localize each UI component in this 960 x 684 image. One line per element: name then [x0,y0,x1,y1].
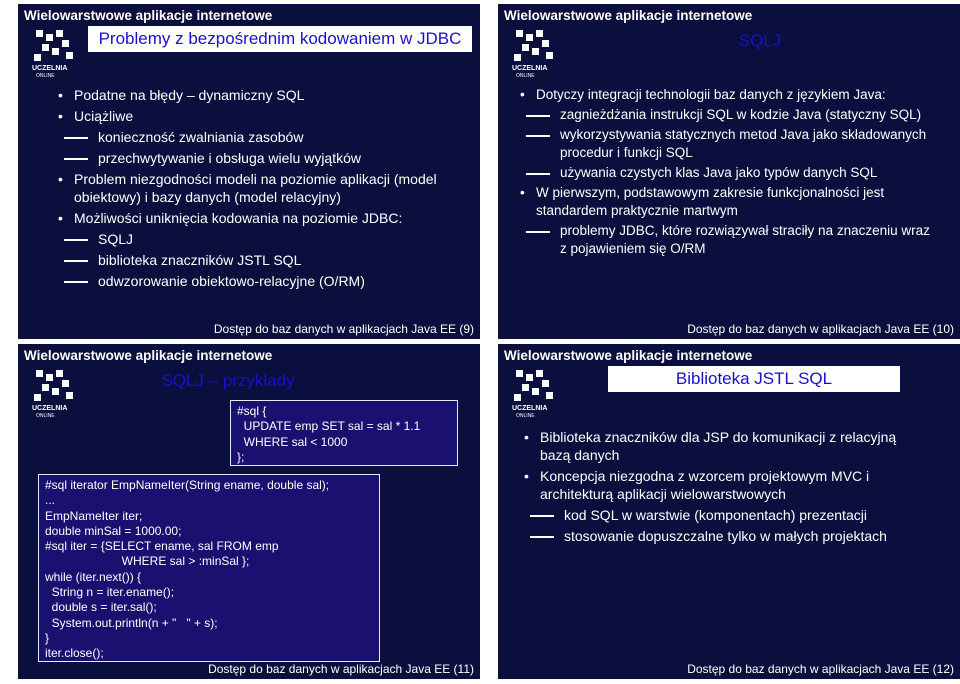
slide-footer: Dostęp do baz danych w aplikacjach Java EE (12) [687,662,954,676]
slide-title: Problemy z bezpośrednim kodowaniem w JDBC [88,26,472,52]
list-item: • Dotyczy integracji technologii baz danych z językiem Java: [518,86,938,104]
list-item: • W pierwszym, podstawowym zakresie funkcjonalności jest standardem praktycznie martwym [518,184,938,220]
slide-header: Wielowarstwowe aplikacje internetowe [24,348,273,363]
code-block-iterator: #sql iterator EmpNameIter(String ename, double sal); ... EmpNameIter iter; double minSal = 1000.00; #sql iter = {SELECT ename, sal FROM emp WHERE sal > :minSal }; while (iter.next()) { String n = iter.ename(); double s = iter.sal(); System.out.println(n + " " + s); } iter.close(); [38,474,380,662]
slide-footer: Dostęp do baz danych w aplikacjach Java EE (9) [213,322,474,336]
svg-text:UCZELNIA: UCZELNIA [32,405,68,412]
list-item: • Koncepcja niezgodna z wzorcem projektowym MVC i architekturą aplikacji wielowarstwowych [522,467,922,503]
list-item: • Biblioteka znaczników dla JSP do komunikacji z relacyjną bazą danych [522,428,922,464]
list-item: przechwytywanie i obsługa wielu wyjątków [56,149,466,167]
uczelnia-online-logo [512,26,556,78]
bullet-list [518,86,938,260]
list-item: kod SQL w warstwie (komponentach) prezentacji [522,506,922,524]
svg-text:UCZELNIA: UCZELNIA [32,65,68,72]
list-item: • Możliwości uniknięcia kodowania na poziomie JDBC: [56,209,466,227]
list-item: • Problem niezgodności modeli na poziomie aplikacji (model obiektowy) i bazy danych (model relacyjny) [56,170,466,206]
uczelnia-online-logo [32,366,76,418]
uczelnia-online-logo [512,366,556,418]
slide-header: Wielowarstwowe aplikacje internetowe [504,348,753,363]
list-item: stosowanie dopuszczalne tylko w małych projektach [522,527,922,545]
bullet-list [522,428,922,548]
list-item: konieczność zwalniania zasobów [56,128,466,146]
code-block-update: #sql { UPDATE emp SET sal = sal * 1.1 WHERE sal < 1000 }; [230,400,458,466]
list-item: • Uciążliwe [56,107,466,125]
svg-text:ONLINE: ONLINE [516,73,535,78]
slide-footer: Dostęp do baz danych w aplikacjach Java EE (11) [208,662,474,676]
uczelnia-online-logo [32,26,76,78]
slide-11 [18,344,480,679]
svg-text:ONLINE: ONLINE [36,413,55,418]
list-item: problemy JDBC, które rozwiązywał straciły na znaczeniu wraz z pojawieniem się O/RM [518,222,938,258]
slide-12 [498,344,960,679]
slide-footer: Dostęp do baz danych w aplikacjach Java EE (10) [687,322,954,336]
svg-text:UCZELNIA: UCZELNIA [512,65,548,72]
slide-header: Wielowarstwowe aplikacje internetowe [504,8,753,23]
list-item: używania czystych klas Java jako typów danych SQL [518,164,938,182]
svg-text:ONLINE: ONLINE [516,413,535,418]
list-item: zagnieżdżania instrukcji SQL w kodzie Java (statyczny SQL) [518,106,938,124]
list-item: wykorzystywania statycznych metod Java jako składowanych procedur i funkcji SQL [518,126,938,162]
slide-title: SQLJ [738,31,782,50]
list-item: SQLJ [56,230,466,248]
svg-text:UCZELNIA: UCZELNIA [512,405,548,412]
slide-9 [18,4,480,339]
bullet-list [56,86,466,293]
list-item: odwzorowanie obiektowo-relacyjne (O/RM) [56,272,466,290]
list-item: • Podatne na błędy – dynamiczny SQL [56,86,466,104]
slide-header: Wielowarstwowe aplikacje internetowe [24,8,273,23]
slide-title: SQLJ – przykłady [161,371,295,390]
svg-text:ONLINE: ONLINE [36,73,55,78]
list-item: biblioteka znaczników JSTL SQL [56,251,466,269]
slide-10 [498,4,960,339]
slide-title: Biblioteka JSTL SQL [608,366,900,392]
